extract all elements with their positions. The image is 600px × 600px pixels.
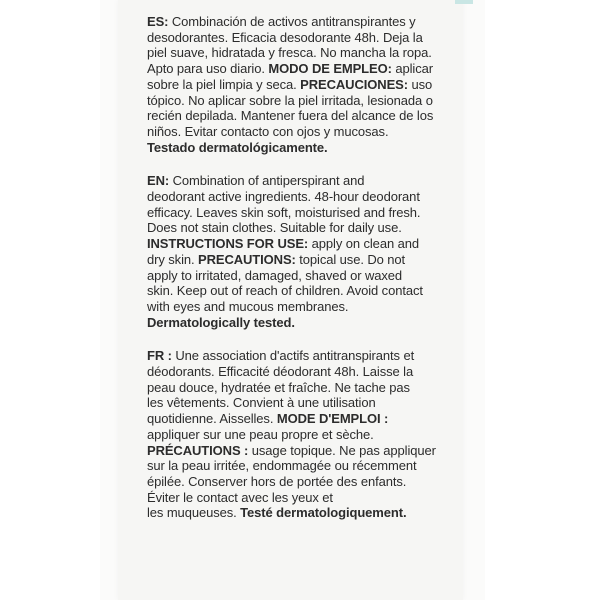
text-line [147, 108, 457, 124]
text-line [147, 77, 457, 93]
body-text: piel suave, hidratada y fresca. No mancha la ropa. [147, 45, 432, 61]
text-line [147, 252, 457, 268]
body-text: sur la peau irritée, endommagée ou récemment [147, 458, 417, 474]
body-text: Une association d'actifs antitranspirants et [171, 348, 415, 364]
text-line [147, 395, 457, 411]
text-line [147, 236, 457, 252]
body-text: niños. Evitar contacto con ojos y mucosas. [147, 123, 389, 139]
body-text: apply on clean and [308, 236, 419, 252]
bold-text: PRÉCAUTIONS : [147, 442, 249, 458]
text-line [147, 443, 457, 459]
body-text: appliquer sur une peau propre et sèche. [147, 426, 374, 442]
text-line [147, 364, 457, 380]
text-line [147, 30, 457, 46]
text-line [147, 93, 457, 109]
body-text: peau douce, hydratée et fraîche. Ne tache pas [147, 379, 410, 395]
body-text: les muqueuses. [147, 505, 241, 521]
bold-text: MODO DE EMPLEO: [268, 61, 392, 77]
text-line [147, 505, 457, 521]
text-line [147, 220, 457, 236]
bold-text: Testé dermatologiquement. [240, 505, 407, 521]
bold-text: Dermatologically tested. [147, 314, 295, 330]
text-line [147, 380, 457, 396]
body-text: épilée. Conserver hors de portée des enfants. [147, 473, 407, 489]
body-text: sobre la piel limpia y seca. [147, 76, 301, 92]
body-text: Éviter le contact avec les yeux et [147, 489, 333, 505]
bold-text: ES: [147, 14, 169, 29]
text-line [147, 205, 457, 221]
text-line [147, 427, 457, 443]
text-line [147, 458, 457, 474]
text-line [147, 14, 457, 30]
body-text: aplicar [391, 61, 433, 77]
body-text: skin. Keep out of reach of children. Avoid contact [147, 283, 423, 299]
body-text: Does not stain clothes. Suitable for daily use. [147, 220, 402, 236]
bold-text: MODE D'EMPLOI : [276, 411, 389, 427]
text-line [147, 299, 457, 315]
body-text: Combination of antiperspirant and [169, 173, 365, 189]
packaging-accent-mark [455, 0, 473, 4]
label-text-column [147, 14, 457, 521]
bold-text: FR : [147, 348, 172, 364]
left-background [0, 0, 100, 600]
bold-text: EN: [147, 173, 170, 189]
text-line [147, 411, 457, 427]
text-line [147, 61, 457, 77]
text-line [147, 315, 457, 331]
text-line [147, 348, 457, 364]
text-line [147, 474, 457, 490]
body-text: recién depilada. Mantener fuera del alcance de los [147, 108, 434, 124]
text-line [147, 45, 457, 61]
body-text: Apto para uso diario. [147, 61, 269, 77]
body-text: efficacy. Leaves skin soft, moisturised and fresh. [147, 204, 421, 220]
body-text: quotidienne. Aisselles. [147, 411, 277, 427]
text-line [147, 490, 457, 506]
section-en [147, 173, 457, 330]
text-line [147, 124, 457, 140]
body-text: topical use. Do not [295, 251, 406, 267]
text-line [147, 140, 457, 156]
right-background [485, 0, 600, 600]
body-text: apply to irritated, damaged, shaved or waxed [147, 267, 403, 283]
body-text: desodorantes. Eficacia desodorante 48h. Deja la [147, 29, 423, 45]
body-text: déodorants. Efficacité déodorant 48h. Laisse la [147, 364, 414, 380]
bold-text: PRECAUTIONS: [198, 251, 296, 267]
section-es [147, 14, 457, 155]
text-line [147, 173, 457, 189]
body-text: les vêtements. Convient à une utilisation [147, 395, 376, 411]
body-text: dry skin. [147, 251, 199, 267]
text-line [147, 283, 457, 299]
body-text: usage topique. Ne pas appliquer [248, 442, 436, 458]
body-text: tópico. No aplicar sobre la piel irritada, lesionada o [147, 92, 433, 108]
body-text: uso [407, 76, 433, 92]
body-text: Combinación de activos antitranspirantes y [168, 14, 416, 29]
bold-text: Testado dermatológicamente. [147, 139, 328, 155]
section-fr [147, 348, 457, 521]
body-text: deodorant active ingredients. 48-hour deodorant [147, 189, 420, 205]
body-text: with eyes and mucous membranes. [147, 298, 349, 314]
text-line [147, 268, 457, 284]
bold-text: PRECAUCIONES: [300, 76, 408, 92]
text-line [147, 189, 457, 205]
bold-text: INSTRUCTIONS FOR USE: [147, 236, 309, 252]
